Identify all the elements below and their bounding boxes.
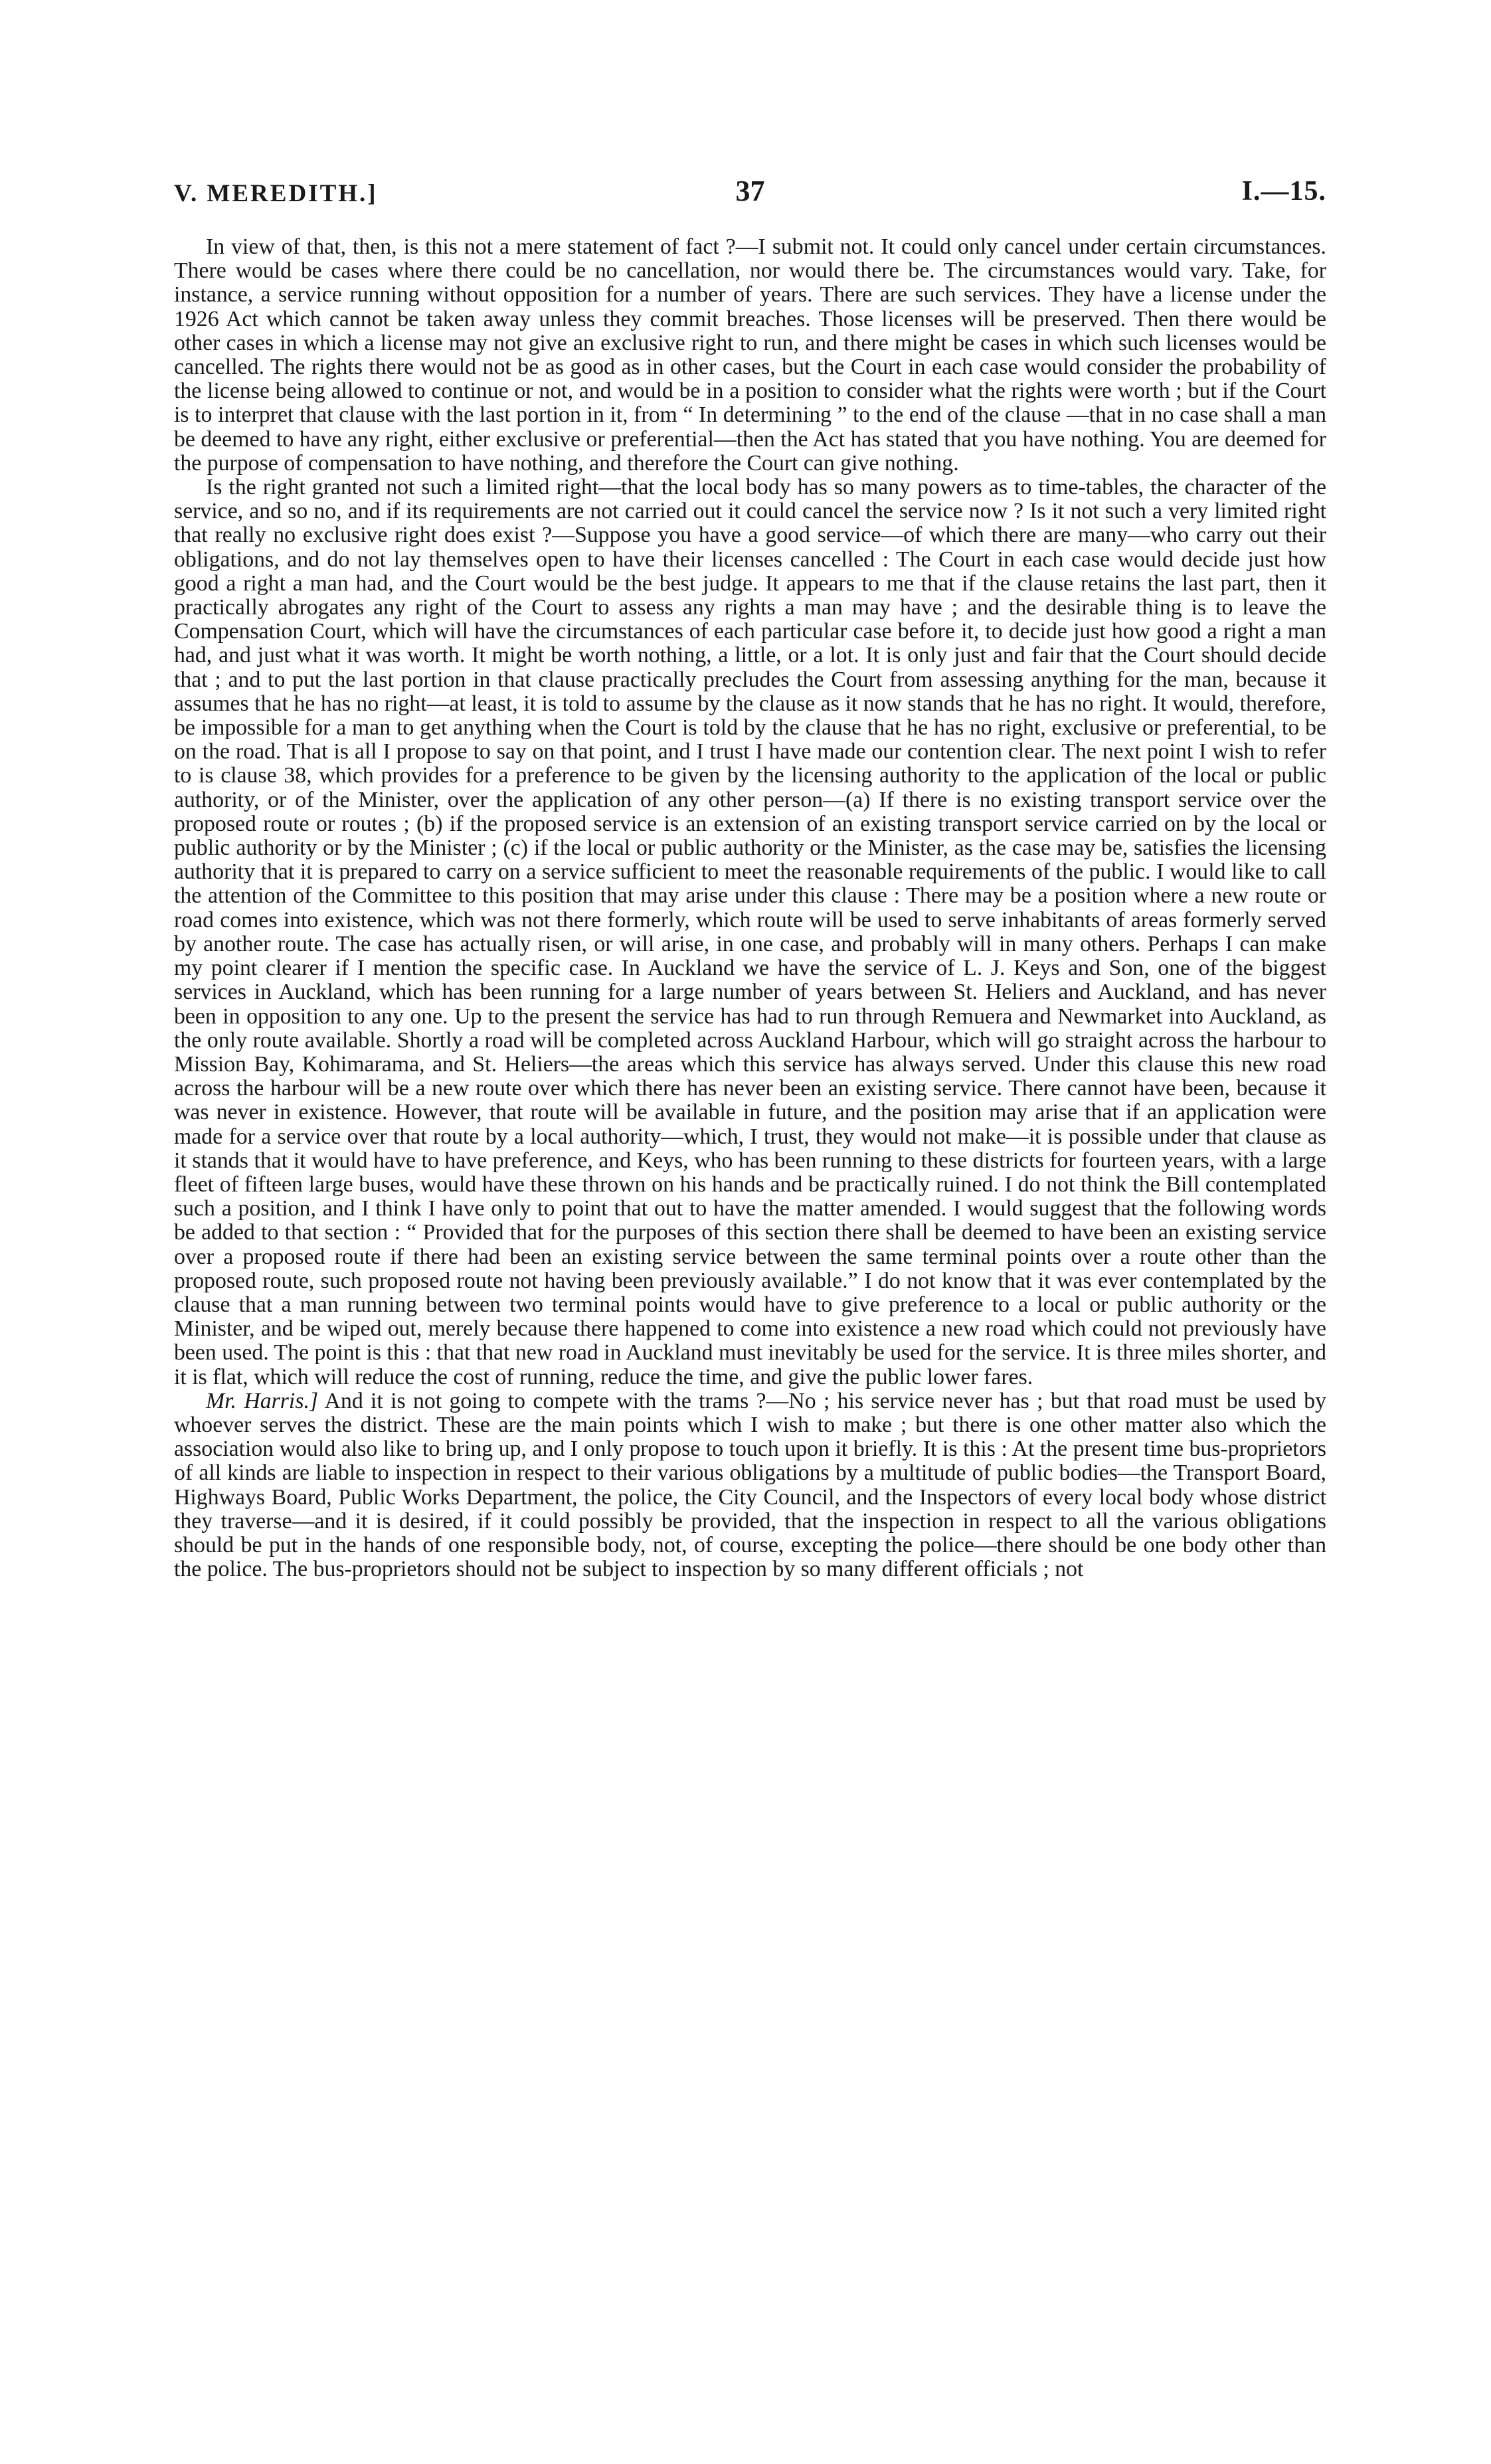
header-witness-name: V. MEREDITH.]: [174, 180, 378, 207]
paragraph-2-text: Is the right granted not such a limited right—that the local body has so many powers as to time-tables, the character of the service, and so no, and if its requirements are not carried out it could cancel the service now ? Is it not such a very limited right that really no exclusive right does exist ?—Suppose you have a good service—of which there are many—who carry out their obligations, and do not lay themselves open to have their licenses cancelled : The Court in each case would decide just how good a right a man had, and the Court would be the best judge. It appears to me that if the clause retains the last part, then it practically abrogates any right of the Court to assess any rights a man may have ; and the desirable thing is to leave the Compensation Court, which will have the circumstances of each particular case before it, to decide just how good a right a man had, and just what it was worth. It might be worth nothing, a little, or a lot. It is only just and fair that the Court should decide that ; and to put the last portion in that clause practically precludes the Court from assessing anything for the man, because it assumes that he has no right—at least, it is told to assume by the clause as it now stands that he has no right. It would, therefore, be impossible for a man to get anything when the Court is told by the clause that he has no right, exclusive or preferential, to be on the road. That is all I propose to say on that point, and I trust I have made our contention clear. The next point I wish to refer to is clause 38, which provides for a preference to be given by the licensing authority to the application of the local or public authority, or of the Minister, over the application of any other person—(a) If there is no existing transport service over the proposed route or routes ; (b) if the proposed service is an extension of an existing transport service carried on by the local or public authority or by the Minister ; (c) if the local or public authority or the Minister, as the case may be, satisfies the licensing authority that it is prepared to carry on a service sufficient to meet the reasonable requirements of the public. I would like to call the attention of the Committee to this position that may arise under this clause : There may be a position where a new route or road comes into existence, which was not there formerly, which route will be used to serve inhabitants of areas formerly served by another route. The case has actually risen, or will arise, in one case, and probably will in many others. Perhaps I can make my point clearer if I mention the specific case. In Auckland we have the service of L. J. Keys and Son, one of the biggest services in Auckland, which has been running for a large number of years between St. Heliers and Auckland, and has never been in opposition to any one. Up to the present the service has had to run through Remuera and Newmarket into Auckland, as the only route available. Shortly a road will be completed across Auckland Harbour, which will go straight across the harbour to Mission Bay, Kohimarama, and St. Heliers—the areas which this service has always served. Under this clause this new road across the harbour will be a new route over which there has never been an existing service. There cannot have been, because it was never in existence. However, that route will be available in future, and the position may arise that if an application were made for a service over that route by a local authority—which, I trust, they would not make—it is possible under that clause as it stands that it would have to have preference, and Keys, who has been running to these districts for fourteen years, with a large fleet of fifteen large buses, would have these thrown on his hands and be practically ruined. I do not think the Bill contemplated such a position, and I think I have only to point that out to have the matter amended. I would suggest that the following words be added to that section : “ Provided that for the purposes of this section there shall be deemed to have been an existing service over a proposed route if there had been an existing service between the same terminal points over a route other than the proposed route, such proposed route not having been previously available.” I do not know that it was ever contemplated by the clause that a man running between two terminal points would have to give preference to a local or public authority or the Minister, and be wiped out, merely because there happened to come into existence a new road which could not previously have been used. The point is this : that that new road in Auckland must inevitably be used for the service. It is three miles shorter, and it is flat, which will reduce the cost of running, reduce the time, and give the public lower fares.: [174, 475, 1326, 1389]
paragraph-1-text: In view of that, then, is this not a mere statement of fact ?—I submit not. It could only cancel under certain circumstances. There would be cases where there could be no cancellation, nor would there be. The circumstances would vary. Take, for instance, a service running without opposition for a number of years. There are such services. They have a license under the 1926 Act which cannot be taken away unless they commit breaches. Those licenses will be preserved. Then there would be other cases in which a license may not give an exclusive right to run, and there might be cases in which such licenses would be cancelled. The rights there would not be as good as in other cases, but the Court in each case would consider the probability of the license being allowed to continue or not, and would be in a position to consider what the rights were worth ; but if the Court is to interpret that clause with the last portion in it, from “ In determining ” to the end of the clause —that in no case shall a man be deemed to have any right, either exclusive or preferential—then the Act has stated that you have nothing. You are deemed for the purpose of compensation to have nothing, and therefore the Court can give nothing.: [174, 234, 1326, 476]
paragraph-1: [174, 235, 1326, 476]
page-header: [174, 174, 1326, 214]
header-paper-reference: I.—15.: [1241, 176, 1326, 207]
document-page: [174, 174, 1326, 1581]
body-text: [174, 235, 1326, 1581]
paragraph-3-text: And it is not going to compete with the trams ?—No ; his service never has ; but that road must be used by whoever serves the district. These are the main points which I wish to make ; but there is one other matter also which the association would also like to bring up, and I only propose to touch upon it briefly. It is this : At the present time bus-proprietors of all kinds are liable to inspection in respect to their various obligations by a multitude of public bodies—the Transport Board, Highways Board, Public Works Department, the police, the City Council, and the Inspectors of every local body whose district they traverse—and it is desired, if it could possibly be provided, that the inspection in respect to all the various obligations should be put in the hands of one responsible body, not, of course, excepting the police—there should be one body other than the police. The bus-proprietors should not be subject to inspection by so many different officials ; not: [174, 1388, 1326, 1582]
page-number: 37: [735, 175, 765, 207]
paragraph-3: [174, 1389, 1326, 1582]
paragraph-2: [174, 476, 1326, 1389]
speaker-label: Mr. Harris.]: [206, 1388, 319, 1413]
